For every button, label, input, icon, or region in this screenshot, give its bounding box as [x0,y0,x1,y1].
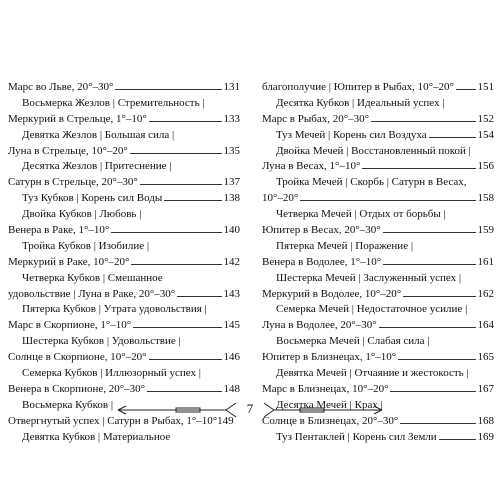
toc-entry-text: Пятерка Мечей | Поражение | [276,239,414,252]
toc-line [8,80,240,96]
toc-line [262,255,494,271]
toc-entry-text: Семерка Мечей | Недостаточное усилие | [276,303,468,316]
dot-leader [362,168,475,169]
toc-entry-text: Шестерка Кубков | Удовольствие | [22,335,181,348]
dot-leader [398,359,475,360]
toc-page-number: 152 [477,112,494,125]
toc-line [262,350,494,366]
toc-entry-text: Девятка Жезлов | Большая сила | [22,128,175,141]
toc-line [262,128,494,144]
toc-entry-text: Меркурий в Стрельце, 1°–10° [8,112,147,125]
toc-line [262,318,494,334]
dot-leader [379,327,476,328]
toc-line [8,239,240,255]
toc-line [8,334,240,350]
toc-line [8,255,240,271]
toc-entry-text: 10°–20° [262,192,299,205]
toc-line [8,430,240,446]
toc-entry-text: Отвергнутый успех | Сатурн в Рыбах, 1°–10° [8,414,218,427]
toc-page-number: 142 [223,255,240,268]
dot-leader [115,89,221,90]
toc-line [8,382,240,398]
dot-leader [439,439,476,440]
toc-line [262,239,494,255]
toc-line [262,302,494,318]
dot-leader [147,391,221,392]
toc-entry-text: Луна в Стрельце, 10°–20° [8,144,128,157]
toc-left-column [8,80,240,445]
dot-leader [130,153,222,154]
toc-page-number: 154 [477,128,494,141]
dot-leader [383,264,475,265]
toc-entry-text: Четверка Кубков | Смешанное [22,271,163,284]
toc-line [8,271,240,287]
toc-line [8,128,240,144]
toc-entry-text: Солнце в Скорпионе, 10°–20° [8,351,147,364]
dot-leader [390,391,475,392]
toc-page-number: 164 [477,319,494,332]
toc-page-number: 161 [477,255,494,268]
toc-line [8,318,240,334]
toc-entry-text: Сатурн в Стрельце, 20°–30° [8,176,138,189]
toc-entry-text: Венера в Водолее, 1°–10° [262,255,382,268]
toc-page-number: 135 [223,144,240,157]
toc-entry-text: Девятка Кубков | Материальное [22,430,171,443]
toc-entry-text: Меркурий в Водолее, 10°–20° [262,287,402,300]
toc-page-number: 158 [477,192,494,205]
toc-entry-text: Луна в Весах, 1°–10° [262,160,361,173]
toc-entry-text: Марс во Льве, 20°–30° [8,81,114,93]
toc-line [262,366,494,382]
toc-entry-text: Марс в Скорпионе, 1°–10° [8,319,132,332]
toc-line [8,366,240,382]
toc-entry-text: Венера в Скорпионе, 20°–30° [8,382,146,395]
toc-page-number: 131 [223,81,240,93]
toc-page-number: 159 [477,224,494,237]
toc-page-number: 151 [477,81,494,93]
toc-entry-text: Туз Пентаклей | Корень сил Земли [276,430,437,443]
toc-page-number: 167 [477,382,494,395]
toc-line [262,334,494,350]
toc-line [262,159,494,175]
toc-entry-text: Восьмерка Мечей | Слабая сила | [276,335,430,348]
toc-page-number: 138 [223,192,240,205]
toc-page-number: 162 [477,287,494,300]
toc-page-number: 137 [223,176,240,189]
toc-line [262,191,494,207]
toc-line [8,223,240,239]
dot-leader [149,359,222,360]
toc-page-number: 148 [223,382,240,395]
toc-page-number: 168 [477,414,494,427]
toc-entry-text: Луна в Водолее, 20°–30° [262,319,377,332]
toc-entry-text: Юпитер в Близнецах, 1°–10° [262,351,397,364]
toc-line [262,175,494,191]
page-footer [0,400,500,420]
dot-leader [371,121,475,122]
toc-entry-text: Солнце в Близнецах, 20°–30° [262,414,399,427]
toc-entry-text: Восьмерка Кубков | [22,398,114,411]
toc-entry-text: Восьмерка Жезлов | Стремительность | [22,96,205,109]
toc-page-number: 169 [477,430,494,443]
toc-page-number: 149 [217,414,234,427]
toc-line [262,271,494,287]
dot-leader [111,232,221,233]
dot-leader [383,232,476,233]
toc-entry-text: Двойка Мечей | Восстановленный покой | [276,144,471,157]
toc-line [262,80,494,96]
toc-line [8,175,240,191]
page-number: 7 [246,401,254,416]
toc-page-number: 140 [223,224,240,237]
dot-leader [177,296,221,297]
toc-entry-text: Тройка Кубков | Изобилие | [22,239,150,252]
toc-line [262,223,494,239]
toc-page-number: 156 [477,160,494,173]
dot-leader [403,296,475,297]
toc-entry-text: Пятерка Кубков | Утрата удовольствия | [22,303,207,316]
toc-line [8,191,240,207]
dot-leader [400,423,475,424]
toc-entry-text: Шестерка Мечей | Заслуженный успех | [276,271,462,284]
toc-line [8,144,240,160]
toc-line [262,382,494,398]
toc-line [262,207,494,223]
toc-entry-text: Туз Мечей | Корень сил Воздуха [276,128,427,141]
toc-right-column [262,80,494,445]
toc-page-number: 145 [223,319,240,332]
toc-entry-text: Венера в Раке, 1°–10° [8,224,110,237]
toc-entry-text: Юпитер в Весах, 20°–30° [262,224,381,237]
toc-page-number: 133 [223,112,240,125]
toc-entry-text: Марс в Рыбах, 20°–30° [262,112,370,125]
toc-entry-text: удовольствие | Луна в Раке, 20°–30° [8,287,176,300]
toc-entry-text: Девятка Мечей | Отчаяние и жестокость | [276,367,469,380]
toc-entry-text: Тройка Мечей | Скорбь | Сатурн в Весах, [276,176,467,189]
toc-entry-text: Туз Кубков | Корень сил Воды [22,192,163,205]
toc-entry-text: Марс в Близнецах, 10°–20° [262,382,389,395]
toc-entry-text: Десятка Кубков | Идеальный успех | [276,96,445,109]
toc-line [262,112,494,128]
toc-entry-text: Десятка Жезлов | Притеснение | [22,160,172,173]
dot-leader [429,137,476,138]
toc-line [8,302,240,318]
dot-leader [456,89,476,90]
toc-entry-text: Десятка Мечей | Крах | [276,398,383,411]
toc-entry-text: Четверка Мечей | Отдых от борьбы | [276,208,446,221]
toc-page-number: 143 [223,287,240,300]
toc-line [8,287,240,303]
toc-line [8,112,240,128]
toc-entry-text: Меркурий в Раке, 10°–20° [8,255,130,268]
dot-leader [300,200,475,201]
toc-entry-text: благополучие | Юпитер в Рыбах, 10°–20° [262,81,454,93]
dot-leader [164,200,221,201]
dot-leader [149,121,222,122]
toc-page-number: 165 [477,351,494,364]
toc-line [8,96,240,112]
toc-entry-text: Семерка Кубков | Иллюзорный успех | [22,367,201,380]
dot-leader [140,184,222,185]
toc-line [262,144,494,160]
toc-entry-text: Двойка Кубков | Любовь | [22,208,142,221]
dot-leader [133,327,221,328]
toc-line [262,96,494,112]
dot-leader [131,264,221,265]
toc-line [262,430,494,446]
toc-line [8,207,240,223]
toc-line [262,287,494,303]
toc-line [8,159,240,175]
toc-page-number: 146 [223,351,240,364]
toc-line [8,350,240,366]
